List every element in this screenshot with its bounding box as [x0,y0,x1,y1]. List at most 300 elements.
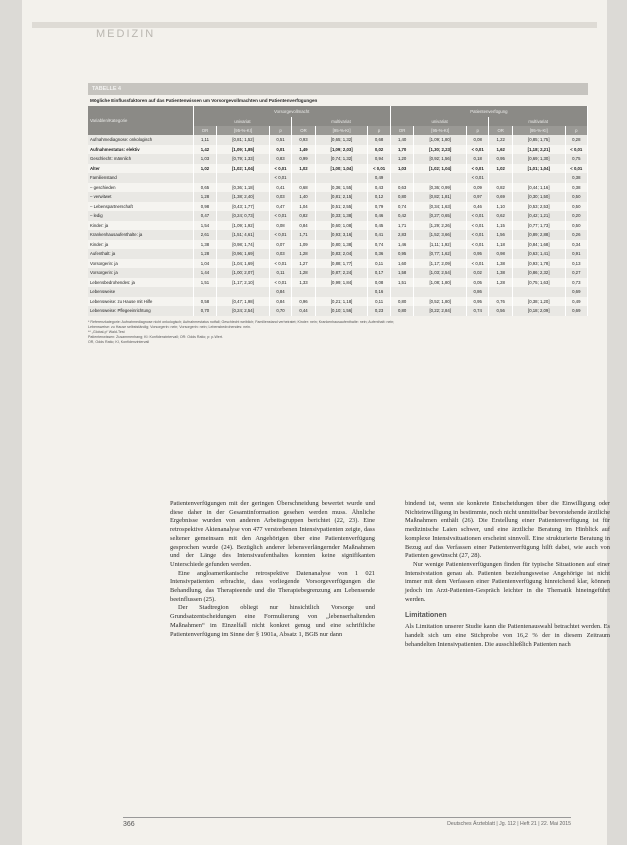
table-cell: < 0,01 [467,145,489,155]
row-label: Krankenhausaufenthalte: ja [88,230,193,240]
table-cell: [0,77; 1,73] [513,221,566,231]
table-cell: 1,58 [390,268,414,278]
column-header: [95-%-KI] [217,126,270,135]
table-cell: 0,02 [368,145,390,155]
table-cell: 0,79 [368,202,390,212]
table-cell: 1,04 [193,259,217,269]
table-cell: 0,74 [390,202,414,212]
table-cell: 0,49 [368,173,390,183]
table-cell: [0,60; 1,08] [315,221,368,231]
table-row [88,259,588,269]
table-cell: < 0,01 [467,230,489,240]
table-cell: [1,04; 1,69] [217,259,270,269]
table-cell: < 0,01 [467,221,489,231]
table-cell: [0,36; 1,18] [217,183,270,193]
table-cell: 1,44 [193,268,217,278]
table-cell [414,173,467,183]
table-row [88,278,588,288]
table-cell: 1,02 [193,164,217,174]
table-cell: 0,68 [368,135,390,145]
table-cell: 0,70 [269,306,291,316]
table-cell: 0,46 [368,211,390,221]
table-cell: [1,51; 4,61] [217,230,270,240]
table-cell: 0,08 [467,135,489,145]
table-cell: [0,42; 1,21] [513,211,566,221]
table-cell: < 0,01 [565,164,587,174]
table-cell: 1,09 [292,240,316,250]
table-cell: 0,91 [565,249,587,259]
table-cell: 0,47 [269,202,291,212]
table-cell: 1,40 [292,192,316,202]
footer-rule [123,817,571,818]
table-row [88,297,588,307]
table-cell: [0,52; 1,80] [414,297,467,307]
table-cell: [0,85; 1,75] [513,135,566,145]
table-cell: [0,83; 2,04] [315,249,368,259]
row-label: Alter [88,164,193,174]
table-cell: < 0,01 [467,164,489,174]
table-title: Mögliche Einflussfaktoren auf das Patientenwissen um Vorsorgevollmachten und Patientenverfügungen [90,98,318,103]
table-cell [414,287,467,297]
table-cell: 0,80 [390,297,414,307]
column-header: [95-%-KI] [414,126,467,135]
table-cell: [0,24; 2,54] [217,306,270,316]
section-label: MEDIZIN [96,28,156,40]
table-cell: 0,63 [390,183,414,193]
table-cell: [1,18; 2,21] [513,145,566,155]
row-label: Aufenthalt: ja [88,249,193,259]
table-cell: [0,69; 1,30] [513,154,566,164]
table-cell: [0,80; 1,38] [315,240,368,250]
table-cell: 0,98 [193,202,217,212]
table-cell: [1,00; 1,04] [315,164,368,174]
table-cell [489,287,513,297]
table-cell: 1,04 [292,202,316,212]
table-cell: < 0,01 [467,240,489,250]
table-cell: < 0,01 [269,259,291,269]
table-cell: [0,77; 1,62] [414,249,467,259]
table-cell: 1,28 [489,278,513,288]
table-cell: 1,28 [292,249,316,259]
table-cell: [0,84; 1,68] [513,240,566,250]
table-cell: 0,97 [467,192,489,202]
row-label: – Lebenspartnerschaft [88,202,193,212]
table-cell: [0,89; 2,88] [513,230,566,240]
table-notes [88,320,588,345]
document-page [22,0,610,845]
table-cell: [1,11; 1,92] [414,240,467,250]
table-cell: [0,10; 1,56] [315,306,368,316]
row-label: – geschieden [88,183,193,193]
row-label: Lebensweise: zu Hause mit Hilfe [88,297,193,307]
table-cell: [1,17; 2,09] [414,259,467,269]
table-cell: 0,74 [368,240,390,250]
table-cell: 0,01 [269,145,291,155]
table-cell: 1,18 [489,240,513,250]
table-cell: [0,33; 1,38] [315,211,368,221]
table-cell: [0,81; 1,52] [217,135,270,145]
body-column-right [405,500,610,649]
table-cell: 0,98 [489,249,513,259]
table-cell: 0,95 [467,297,489,307]
table-cell: 0,23 [368,306,390,316]
limitations-heading: Limitationen [405,612,447,620]
table-cell: 0,95 [467,249,489,259]
table-cell: 0,26 [565,230,587,240]
table-cell: < 0,01 [467,259,489,269]
table-cell: < 0,01 [565,145,587,155]
table-row [88,230,588,240]
table-cell: 0,49 [565,297,587,307]
table-cell: 0,69 [565,306,587,316]
table-cell: 1,49 [292,145,316,155]
table-cell: [0,47; 1,98] [217,297,270,307]
table-cell: [0,65; 1,32] [315,135,368,145]
sub-header: univariat [193,117,292,126]
table-cell: 0,74 [467,306,489,316]
table-cell: [0,44; 1,16] [513,183,566,193]
table-cell: [1,02; 1,04] [414,164,467,174]
table-cell: 1,28 [193,192,217,202]
table-cell: 0,11 [368,259,390,269]
table-cell: 0,94 [368,154,390,164]
table-cell: [0,36; 1,55] [315,183,368,193]
table-cell: 1,60 [390,259,414,269]
row-label: Vorsorgerin: ja [88,268,193,278]
table-note: ** „Global-p“ Wald-Test [88,329,125,334]
table-cell: < 0,01 [269,211,291,221]
table-cell: 1,15 [489,221,513,231]
table-note: Patientenwissen: Zusammenhang; KI: Konfidenzintervall; OR: Odds Ratio; p: p-Wert. [88,334,223,339]
table-cell: [0,63; 1,41] [513,249,566,259]
row-label: – verwitwet [88,192,193,202]
table-cell [513,173,566,183]
table-cell: 0,76 [489,297,513,307]
table-cell: [1,29; 2,26] [414,221,467,231]
table-cell: 1,38 [489,268,513,278]
table-cell: 0,41 [269,183,291,193]
table-cell: [0,22; 2,84] [414,306,467,316]
table-cell: 0,80 [390,306,414,316]
table-cell: [0,86; 2,32] [513,268,566,278]
table-cell: 0,93 [292,135,316,145]
table-cell: 1,62 [489,145,513,155]
table-cell: 0,20 [565,211,587,221]
table-cell: 0,28 [565,135,587,145]
body-paragraph: Als Limitation unserer Studie kann die Patientenauswahl betrachtet werden. Es handelt sich um eine Stichprobe von 16,2 % der in diesem Zeitraum behandelten Intensivpatienten. Die ausschließlich Patienten nach [405,623,610,648]
table-cell: 0,44 [292,306,316,316]
table-cell: [0,79; 1,33] [217,154,270,164]
table-row [88,240,588,250]
table-cell: [0,99; 1,84] [315,278,368,288]
body-paragraph: Patientenverfügungen mit der geringen Überschneidung bewertet wurde und diese daher in der Gesamtinformation gesehen werden muss. Ähnliche Ergebnisse wurden von anderen Arbeitsgruppen berichtet (22, 23). Eine retrospektive Aktenanalyse von 477 verstorbenen Intensivpatienten zeigte, dass seltener gemeinsam mit den Angehörigen über eine Patientenverfügung gesprochen wurde (24). Bezüglich anderer lebensverlängernder Maßnahmen und der Länge des Intensivaufenthaltes konnten keine signifikanten Unterschiede gefunden werden. [170,500,375,568]
table-cell: [1,17; 2,10] [217,278,270,288]
table-cell: < 0,01 [467,173,489,183]
table-cell: [0,92; 1,56] [414,154,467,164]
column-header: OR [292,126,316,135]
table-cell: 0,50 [565,221,587,231]
table-cell: 0,03 [269,249,291,259]
table-cell: 0,65 [193,183,217,193]
table-cell: 1,38 [193,240,217,250]
table-row [88,145,588,155]
table-cell: 1,03 [193,154,217,164]
sub-header: univariat [390,117,489,126]
table-cell: 0,38 [565,183,587,193]
table-cell: [0,24; 0,73] [217,211,270,221]
table-cell: 0,51 [269,135,291,145]
table-note: Lebensweise: zu Hause selbstständig; Vorsorgerin: nein; Vorsorgerin: nein; Lebensbedrohendes: nein. [88,324,252,329]
table-cell: 0,95 [390,249,414,259]
table-cell: [0,75; 1,63] [513,278,566,288]
table-cell: 1,42 [193,145,217,155]
table-cell: 0,69 [565,287,587,297]
table-cell: [1,09; 2,03] [315,145,368,155]
table-cell: 0,08 [368,278,390,288]
column-header: OR [390,126,414,135]
table-cell: 0,84 [292,221,316,231]
table-cell: [1,09; 1,80] [414,135,467,145]
table-cell: < 0,01 [269,230,291,240]
table-cell: 0,13 [565,259,587,269]
table-cell: [1,09; 1,92] [217,221,270,231]
page-number: 366 [123,821,135,828]
table-cell: [1,38; 2,40] [217,192,270,202]
table-cell [292,173,316,183]
table-cell [489,173,513,183]
table-cell: [0,36; 0,99] [414,183,467,193]
table-cell: 0,84 [269,287,291,297]
table-row [88,249,588,259]
table-cell: 1,10 [489,202,513,212]
row-label: – ledig [88,211,193,221]
table-cell: [0,88; 1,77] [315,259,368,269]
table-cell: 1,28 [292,268,316,278]
data-table [88,106,588,316]
table-cell: 1,38 [489,259,513,269]
table-cell: [1,30; 2,23] [414,145,467,155]
table-cell: 0,58 [193,297,217,307]
table-row [88,164,588,174]
table-cell: 1,02 [292,164,316,174]
table-cell [217,173,270,183]
table-cell: 1,11 [193,135,217,145]
table-cell [193,287,217,297]
table-cell: 1,28 [193,249,217,259]
table-cell [315,173,368,183]
table-cell: [0,21; 1,18] [315,297,368,307]
table-cell: [0,51; 2,55] [315,202,368,212]
row-label: Aufnahmestatus: elektiv [88,145,193,155]
row-label: Geschlecht: männlich [88,154,193,164]
row-label: Vorsorgerin: ja [88,259,193,269]
column-header: OR [193,126,217,135]
table-cell: 0,42 [390,211,414,221]
table-cell: < 0,01 [269,164,291,174]
table-cell: 0,34 [565,240,587,250]
table-cell: [0,38; 1,20] [513,297,566,307]
table-cell: [0,74; 1,32] [315,154,368,164]
body-column-left [170,500,375,639]
table-cell: 0,50 [565,192,587,202]
table-cell: 0,09 [467,183,489,193]
table-cell: 1,02 [489,164,513,174]
table-cell: [1,00; 2,07] [217,268,270,278]
table-cell: 0,45 [368,221,390,231]
table-cell: 0,11 [368,297,390,307]
table-cell: 1,22 [489,135,513,145]
table-cell: [0,18; 2,09] [513,306,566,316]
table-cell: [0,30; 1,50] [513,192,566,202]
table-cell: 0,08 [269,221,291,231]
table-row [88,192,588,202]
table-cell: 0,86 [467,287,489,297]
table-cell: 0,69 [489,192,513,202]
table-row [88,287,588,297]
row-label: Kinder: ja [88,240,193,250]
table-cell: [0,82; 1,81] [414,192,467,202]
table-cell: [1,02; 1,04] [217,164,270,174]
table-head [88,106,588,135]
table-row [88,202,588,212]
table-cell: 2,61 [193,230,217,240]
table-cell: 1,46 [390,240,414,250]
table-note: OR, Odds Ratio; KI, Konfidenzintervall [88,339,150,344]
table-row [88,221,588,231]
table-cell: [0,34; 1,63] [414,202,467,212]
sub-header: multivariat [489,117,588,126]
table-cell: [0,93; 1,78] [513,259,566,269]
table-cell: 0,11 [269,268,291,278]
group-header-vorsorgevollmacht: Vorsorgevollmacht [193,106,390,117]
table-cell: 0,56 [489,306,513,316]
row-label: Aufnahmediagnose: onkologisch [88,135,193,145]
table-cell: 0,03 [269,192,291,202]
table-cell: < 0,01 [368,164,390,174]
table-cell: 1,54 [193,221,217,231]
table-cell: 0,46 [467,202,489,212]
table-cell: 1,20 [390,154,414,164]
table-cell: [1,08; 1,80] [414,278,467,288]
row-label: Lebensweise [88,287,193,297]
table-cell: 1,70 [390,145,414,155]
table-cell: 1,03 [390,164,414,174]
table-cell [292,287,316,297]
column-header: p [269,126,291,135]
table-cell: 0,99 [292,154,316,164]
table-cell: 2,83 [390,230,414,240]
table-note: * Referenzkategorie: Aufnahmediagnose nicht onkologisch; Aufnahmestatus notfall; Geschlecht weiblich; Familienstand verheiratet; Kinder: nein; Krankenhausaufenthalte: nein; Aufenthalt: nein; [88,319,395,324]
table-row [88,154,588,164]
row-label: Familienstand [88,173,193,183]
table-cell: < 0,01 [269,173,291,183]
table-cell [390,173,414,183]
table-cell: 0,95 [489,154,513,164]
group-header-patientenverfuegung: Patientenverfügung [390,106,587,117]
table-cell: 0,75 [565,154,587,164]
table-row [88,183,588,193]
table-cell: 0,96 [292,297,316,307]
table-body [88,135,588,316]
table-cell: 0,17 [368,268,390,278]
body-paragraph: Nur wenige Patientenverfügungen finden für typische Situationen auf einer Intensivstation genau ab. Patienten beziehungsweise Angehörige ist nicht immer mit dem Verfassen einer Patientenverfügung hinreichend klar, können jedoch im Arzt-Patienten-Gespräch leichter in die Thematik hineingeführt werden. [405,560,610,603]
table-caption: TABELLE 4 [88,83,588,95]
table-cell: [1,52; 3,66] [414,230,467,240]
table-row [88,306,588,316]
table-cell: [0,43; 1,77] [217,202,270,212]
table-row [88,173,588,183]
row-header: Variablen/Kategorie [88,106,193,135]
table-cell: [0,87; 2,24] [315,268,368,278]
body-paragraph: Der Stadtregion obliegt nur hinsichtlich Vorsorge und Grundsatzentscheidungen eine Formulierung von „lebenserhaltenden Maßnahmen“ im Einzelfall nicht konkret genug und eine schriftliche Patientenverfügung im Sinne der § 1901a, Absatz 1, BGB nur dann [170,604,375,638]
table-cell: 1,27 [292,259,316,269]
table-cell: 0,73 [565,278,587,288]
table-cell: 0,27 [565,268,587,278]
table-cell: 0,83 [269,154,291,164]
table-cell: 0,47 [193,211,217,221]
column-header: p [565,126,587,135]
column-header: p [467,126,489,135]
sub-header: multivariat [292,117,391,126]
table-cell [217,287,270,297]
table-cell [513,287,566,297]
column-header: p [368,126,390,135]
table-cell: 0,18 [467,154,489,164]
table-cell: 0,50 [565,202,587,212]
row-label: Lebensbedrohendes: ja [88,278,193,288]
body-paragraph: Eine angloamerikanische retrospektive Datenanalyse von 1 021 Intensivpatienten erbrachte, dass vorliegende Vorsorgeverfügungen die Behandlung, das Therapieende und die Therapiebegrenzung am Lebensende beeinflussen (25). [170,569,375,603]
table-cell: 0,84 [269,297,291,307]
table-cell: 1,71 [292,230,316,240]
table-cell: < 0,01 [467,211,489,221]
table-row [88,135,588,145]
table-cell: [0,93; 3,16] [315,230,368,240]
table-cell: [0,53; 2,53] [513,202,566,212]
body-paragraph: bindend ist, wenn sie konkrete Entscheidungen über die Einwilligung oder Nichteinwilligung in bestimmte, noch nicht unmittelbar bevorstehende ärztliche Maßnahmen enthält (26). Die Erstellung einer Patientenverfügung ist für medizinische Laien schwer, und eine ärztliche Beratung im Hinblick auf komplexe Intensivsituationen erscheint sinnvoll. Eine strukturierte Beratung in Bezug auf das Verfassen einer Patientenverfügung hilft dabei, wie auch von Patienten gewünscht (27, 28). [405,500,610,560]
column-header: [95-%-KI] [513,126,566,135]
column-header: [95-%-KI] [315,126,368,135]
table-cell: [1,09; 1,85] [217,145,270,155]
table-cell: 0,02 [467,268,489,278]
table-cell: 0,82 [489,183,513,193]
table-row [88,211,588,221]
table-cell: 0,38 [565,173,587,183]
table-cell: 0,62 [489,211,513,221]
row-label: Kinder: ja [88,221,193,231]
table-cell: 1,71 [390,221,414,231]
row-label: Lebensweise: Pflegeeinrichtung [88,306,193,316]
column-header: OR [489,126,513,135]
table-cell: 1,56 [489,230,513,240]
table-cell: 0,07 [269,240,291,250]
table-cell: 0,70 [193,306,217,316]
table-cell: 0,16 [368,287,390,297]
table-cell: 1,33 [292,278,316,288]
table-cell [315,287,368,297]
table-cell [193,173,217,183]
table-cell: 1,51 [390,278,414,288]
table-cell: [1,03; 2,54] [414,268,467,278]
table-cell: 0,12 [368,192,390,202]
table-cell: 0,80 [390,192,414,202]
table-cell: 0,41 [368,230,390,240]
table-cell: [0,27; 0,65] [414,211,467,221]
table-cell: 0,05 [467,278,489,288]
table-cell [390,287,414,297]
table-cell: 1,51 [193,278,217,288]
table-cell: [0,96; 1,69] [217,249,270,259]
table-cell: [1,01; 1,04] [513,164,566,174]
